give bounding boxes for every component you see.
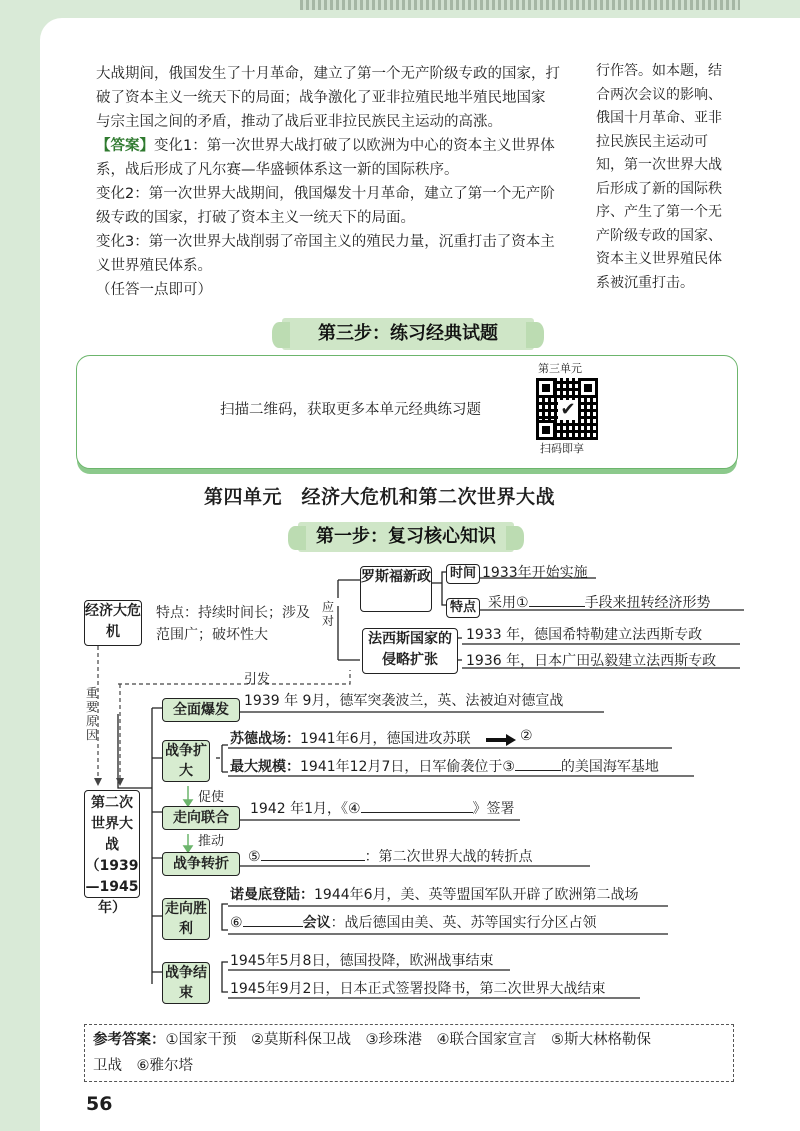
answer-line: 义世界殖民体系。 <box>96 258 212 274</box>
node-new-deal: 罗斯福新政 <box>360 566 432 612</box>
intro-line: 与宗主国之间的矛盾，推动了战后亚非拉民族民主运动的高涨。 <box>96 114 502 130</box>
respond-label: 应对 <box>322 600 335 628</box>
qr-top-label: 第三单元 <box>538 362 582 375</box>
node-full-outbreak: 全面爆发 <box>162 698 240 722</box>
unite-text <box>250 798 515 818</box>
side-note-line: 序、产生了第一个无 <box>596 204 722 220</box>
answer-text: 变化1：第一次世界大战打破了以欧洲为中心的资本主义世界体 <box>154 138 555 154</box>
largest-scale <box>230 756 659 776</box>
node-turning-point: 战争转折 <box>162 852 240 876</box>
normandy <box>230 884 639 904</box>
yalta-conference <box>230 912 597 932</box>
blank-6 <box>243 912 303 927</box>
important-cause-label: 重要原因 <box>86 686 99 742</box>
check-icon: ✔ <box>558 400 578 420</box>
largest-label: 最大规模： <box>230 759 300 775</box>
conference-label: 会议 <box>302 915 331 931</box>
fascist-1933: 1933 年，德国希特勒建立法西斯专政 <box>466 627 703 643</box>
side-note-line: 系被沉重打击。 <box>596 274 694 291</box>
answer-line: 级专政的国家，打破了资本主义一统天下的局面。 <box>96 210 415 226</box>
soviet-german-text: 1941年6月，德国进攻苏联 <box>300 731 471 747</box>
answer-line: 变化3：第一次世界大战削弱了帝国主义的殖民力量，沉重打击了资本主 <box>96 234 555 250</box>
node-war-expand: 战争扩大 <box>162 740 210 782</box>
side-note-line: 拉民族民主运动可 <box>596 133 708 150</box>
answer-line: （任答一点即可） <box>96 282 212 298</box>
soviet-german-front <box>230 728 471 748</box>
side-note-line: 行作答。如本题，结 <box>596 63 722 79</box>
reference-text: ①国家干预 ②莫斯科保卫战 ③珍珠港 ④联合国家宣言 ⑤斯大林格勒保 <box>165 1032 651 1048</box>
blank-2 <box>520 728 533 744</box>
conference-pre: ⑥ <box>230 915 243 931</box>
unit-title: 第四单元 经济大危机和第二次世界大战 <box>204 486 556 508</box>
crisis-features: 特点：持续时间长；涉及范围广；破坏性大 <box>156 605 310 643</box>
answer-tag: 【答案】 <box>96 138 154 154</box>
largest-post: 的美国海军基地 <box>560 759 659 775</box>
conference-text: ：战后德国由美、英、苏等国实行分区占领 <box>330 915 597 931</box>
blank-4 <box>361 798 473 813</box>
soviet-german-label: 苏德战场： <box>230 731 300 747</box>
new-deal-time: 1933年开始实施 <box>482 565 588 581</box>
reference-line: 卫战 ⑥雅尔塔 <box>93 1058 193 1074</box>
page-number: 56 <box>86 1093 113 1115</box>
trigger-label: 引发 <box>244 672 271 687</box>
node-war-end: 战争结束 <box>162 962 210 1004</box>
side-note-line: 知，第一次世界大战 <box>596 157 722 173</box>
node-wwii: 第二次世界大战（1939—1945年） <box>84 790 140 898</box>
end-1945-sep: 1945年9月2日，日本正式签署投降书，第二次世界大战结束 <box>230 981 606 997</box>
intro-line: 大战期间，俄国发生了十月革命，建立了第一个无产阶级专政的国家，打 <box>96 66 560 82</box>
unite-pre: 1942 年1月，《④ <box>250 801 361 817</box>
node-victory: 走向胜利 <box>162 898 210 940</box>
node-fascist-expansion: 法西斯国家的侵略扩张 <box>362 628 458 674</box>
step1-banner: 第一步：复习核心知识 <box>298 522 514 552</box>
largest-pre: 1941年12月7日，日军偷袭位于③ <box>300 759 515 775</box>
promote-label: 促使 <box>198 790 225 805</box>
turning-pre: ⑤ <box>248 849 261 865</box>
node-time: 时间 <box>446 564 480 584</box>
turning-text <box>248 846 533 866</box>
push-label: 推动 <box>198 834 225 849</box>
turning-post: ：第二次世界大战的转折点 <box>364 849 533 865</box>
qr-bottom-label: 扫码即享 <box>540 442 584 455</box>
feature-post: 手段来扭转经济形势 <box>584 595 711 611</box>
normandy-text: 1944年6月，美、英等盟国军队开辟了欧洲第二战场 <box>314 887 639 903</box>
blank-1 <box>529 592 585 607</box>
side-note-line: 后形成了新的国际秩 <box>596 180 722 197</box>
end-1945-may: 1945年5月8日，德国投降，欧洲战事结束 <box>230 953 494 969</box>
step3-banner: 第三步：练习经典试题 <box>282 318 534 350</box>
side-note-line: 产阶级专政的国家、 <box>596 227 722 244</box>
blank-2-num: ② <box>520 728 533 744</box>
qr-promo-text: 扫描二维码，获取更多本单元经典练习题 <box>220 402 481 418</box>
node-unite: 走向联合 <box>162 806 240 830</box>
answer-line: 系，战后形成了凡尔赛—华盛顿体系这一新的国际秩序。 <box>96 162 459 178</box>
node-economic-crisis: 经济大危机 <box>84 600 142 646</box>
blank-5 <box>261 846 365 861</box>
side-note-line: 俄国十月革命、亚非 <box>596 110 722 126</box>
reference-answers <box>84 1024 734 1082</box>
reference-line <box>93 1027 725 1053</box>
normandy-label: 诺曼底登陆： <box>230 887 314 903</box>
answer-line: 变化2：第一次世界大战期间，俄国爆发十月革命，建立了第一个无产阶 <box>96 186 555 202</box>
outbreak-text: 1939 年 9月，德军突袭波兰，英、法被迫对德宣战 <box>244 693 564 709</box>
intro-line: 破了资本主义一统天下的局面；战争激化了亚非拉殖民地半殖民地国家 <box>96 90 546 106</box>
side-note-line: 合两次会议的影响、 <box>596 86 722 103</box>
node-feature: 特点 <box>446 598 480 618</box>
reference-label: 参考答案： <box>93 1032 166 1048</box>
new-deal-feature <box>488 592 711 612</box>
blank-3 <box>515 756 561 771</box>
feature-pre: 采用① <box>488 595 529 611</box>
fascist-1936: 1936 年，日本广田弘毅建立法西斯专政 <box>466 653 717 669</box>
unite-post: 》签署 <box>472 801 515 817</box>
side-note-line: 资本主义世界殖民体 <box>596 251 722 267</box>
